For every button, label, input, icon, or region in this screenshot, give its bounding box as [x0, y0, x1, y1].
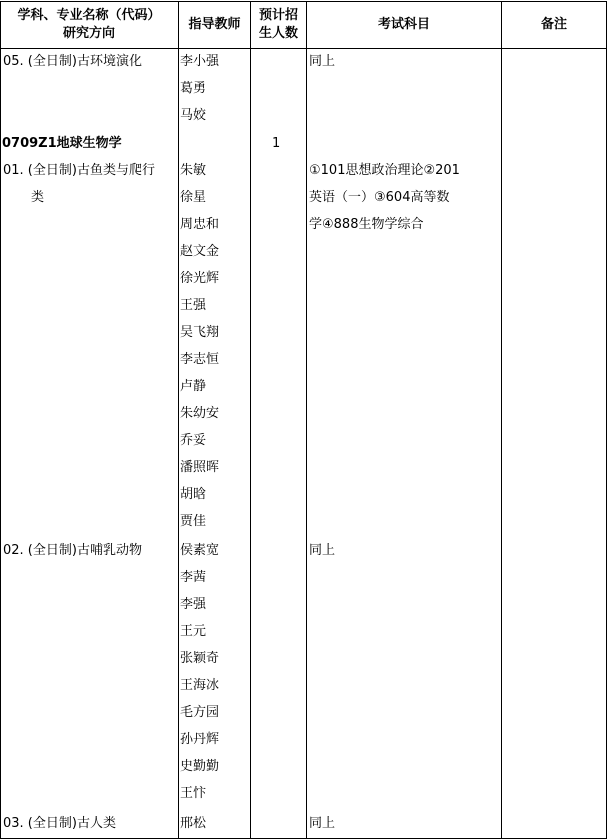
header-divider — [0, 48, 607, 49]
header-advisor-label: 指导教师 — [188, 17, 241, 32]
advisor-name: 徐光辉 — [180, 271, 220, 286]
advisor-name: 李志恒 — [180, 352, 220, 367]
advisor-name: 马姣 — [180, 108, 207, 123]
advisor-name: 吴飞翔 — [180, 325, 220, 340]
advisor-name: 邢松 — [180, 816, 207, 831]
table-border-right — [606, 1, 607, 839]
direction-text: 02. (全日制)古哺乳动物 — [3, 543, 142, 558]
exam-text: 学④888生物学综合 — [309, 217, 424, 232]
header-enrollment-line2: 生人数 — [258, 26, 298, 41]
advisor-name: 周忠和 — [180, 217, 220, 232]
advisor-name: 张颖奇 — [180, 651, 220, 666]
header-subject — [0, 2, 178, 48]
direction-text: 03. (全日制)古人类 — [3, 816, 116, 831]
advisor-name: 胡晗 — [180, 487, 207, 502]
advisor-name: 王强 — [180, 298, 207, 313]
advisor-name: 徐星 — [180, 190, 207, 205]
column-divider — [501, 1, 502, 839]
advisor-name: 毛方园 — [180, 705, 220, 720]
advisor-name: 卢静 — [180, 379, 207, 394]
enrollment-count: 1 — [272, 136, 281, 151]
advisor-name: 王海冰 — [180, 678, 220, 693]
direction-text: 01. (全日制)古鱼类与爬行 — [3, 163, 155, 178]
advisor-name: 赵文金 — [180, 244, 220, 259]
header-subject-line2: 研究方向 — [62, 26, 115, 41]
advisor-name: 李强 — [180, 597, 207, 612]
table-border-left — [0, 1, 1, 839]
column-divider — [306, 1, 307, 839]
header-remarks-label: 备注 — [540, 17, 567, 32]
advisor-name: 孙丹辉 — [180, 732, 220, 747]
exam-text: 同上 — [309, 54, 336, 69]
header-exam — [307, 2, 501, 48]
exam-text: 同上 — [309, 816, 336, 831]
advisor-name: 侯素宽 — [180, 543, 220, 558]
advisor-name: 贾佳 — [180, 514, 207, 529]
exam-text: ①101思想政治理论②201 — [309, 163, 460, 178]
header-enrollment — [251, 2, 306, 48]
advisor-name: 王元 — [180, 624, 207, 639]
advisor-name: 葛勇 — [180, 81, 207, 96]
header-remarks — [502, 2, 606, 48]
advisor-name: 朱敏 — [180, 163, 207, 178]
header-advisor — [179, 2, 250, 48]
header-exam-label: 考试科目 — [377, 17, 430, 32]
column-divider — [250, 1, 251, 839]
table-row-divider — [0, 838, 607, 839]
advisor-name: 潘照晖 — [180, 460, 220, 475]
exam-text: 英语（一）③604高等数 — [309, 190, 450, 205]
advisor-name: 乔妥 — [180, 433, 207, 448]
exam-text: 同上 — [309, 543, 336, 558]
column-divider — [178, 1, 179, 839]
direction-text: 05. (全日制)古环境演化 — [3, 54, 142, 69]
advisor-name: 王忭 — [180, 786, 207, 801]
direction-text: 类 — [31, 190, 45, 205]
subject-title: 0709Z1地球生物学 — [2, 136, 122, 151]
header-subject-line1: 学科、专业名称（代码） — [17, 8, 161, 23]
advisor-name: 李茜 — [180, 570, 207, 585]
advisor-name: 史勤勤 — [180, 759, 220, 774]
advisor-name: 朱幼安 — [180, 406, 220, 421]
advisor-name: 李小强 — [180, 54, 220, 69]
header-enrollment-line1: 预计招 — [258, 8, 298, 23]
